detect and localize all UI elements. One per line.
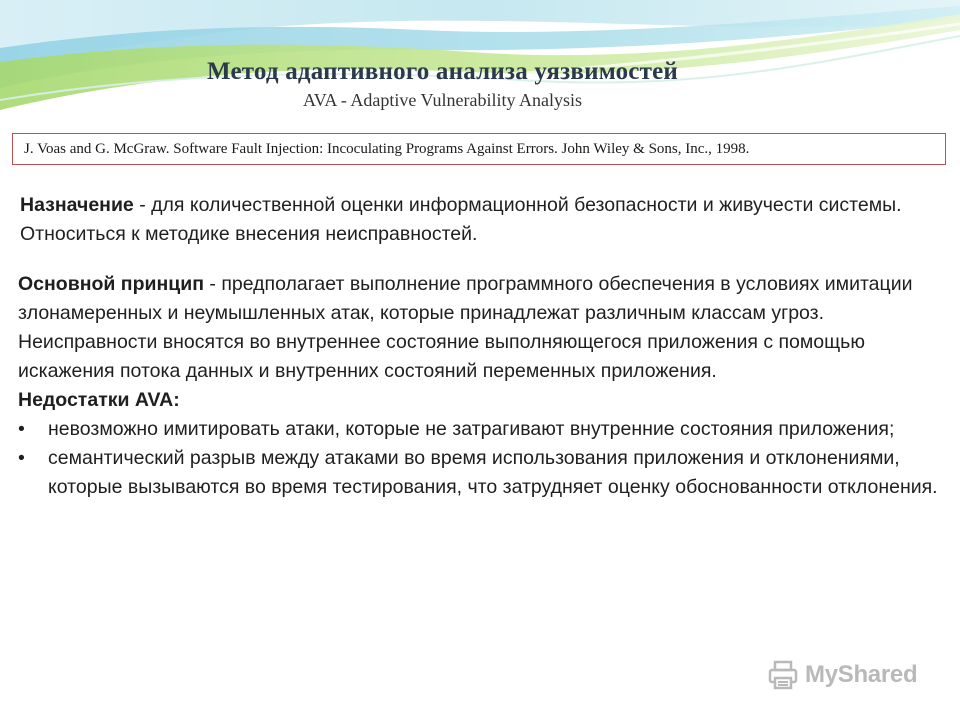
page-title: Метод адаптивного анализа уязвимостей xyxy=(207,58,678,85)
drawback-text: невозможно имитировать атаки, которые не затрагивают внутренние состояния приложения; xyxy=(48,418,895,440)
purpose-sep: - xyxy=(133,194,152,216)
purpose-label: Назначение xyxy=(20,194,134,216)
bullet-icon: • xyxy=(18,447,25,469)
bullet-icon: • xyxy=(18,418,25,440)
principle-sep: - xyxy=(204,273,222,295)
list-item xyxy=(18,415,938,444)
principle-text: предполагает выполнение программного обеспечения в условиях имитации злонамеренных и неумышленных атак, которые принадлежат различным классам угроз. Неисправности вносятся во внутреннее состояние выполняющегося приложения с помощью искажения потока данных и внутренних состояний переменных приложения. xyxy=(18,273,913,382)
principle-label: Основной принцип xyxy=(18,273,204,295)
drawbacks-heading: Недостатки AVA: xyxy=(18,389,180,411)
reference-box: J. Voas and G. McGraw. Software Fault Injection: Incoculating Programs Against Errors. John Wiley & Sons, Inc., 1998. xyxy=(12,133,946,165)
principle-section xyxy=(18,270,938,502)
drawbacks-list xyxy=(18,415,938,502)
purpose-text: для количественной оценки информационной безопасности и живучести системы. Относиться к методике внесения неисправностей. xyxy=(20,194,902,245)
page-subtitle: AVA - Adaptive Vulnerability Analysis xyxy=(303,90,582,110)
list-item xyxy=(18,444,938,502)
watermark-text: MyShared xyxy=(805,661,918,688)
purpose-paragraph xyxy=(20,191,920,249)
drawback-text: семантический разрыв между атаками во время использования приложения и отклонениями, которые вызываются во время тестирования, что затрудняет оценку обоснованности отклонения. xyxy=(48,447,938,498)
watermark-logo xyxy=(767,655,937,695)
printer-logo-icon xyxy=(767,659,799,691)
principle-paragraph xyxy=(18,270,938,386)
